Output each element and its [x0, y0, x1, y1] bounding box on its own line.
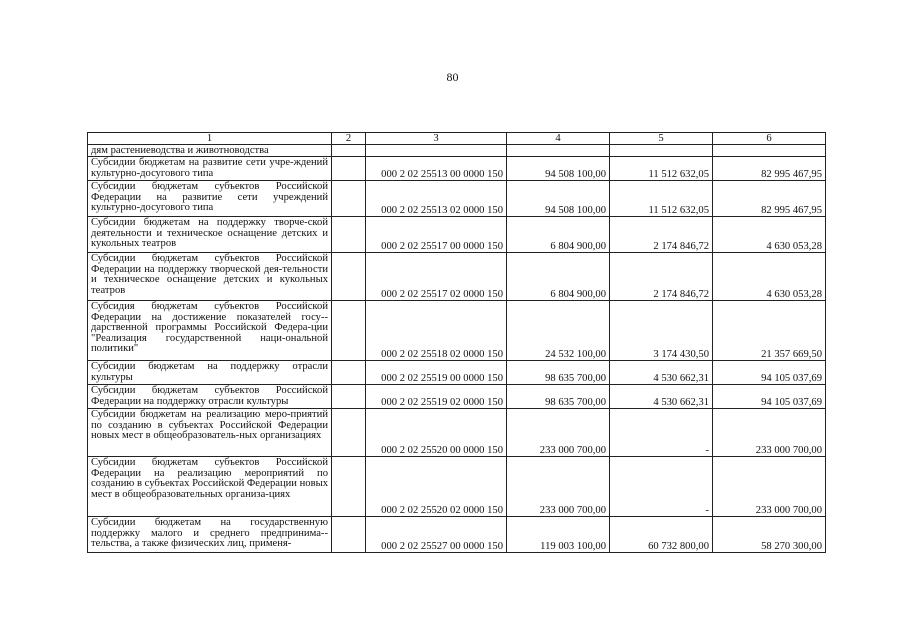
column-header-3: 3 — [366, 133, 507, 145]
revenue-name-cell: Субсидии бюджетам субъектов Российской Федерации на поддержку творческой дея-тельности и техническое оснащение детских и кукольных театров — [88, 253, 332, 301]
table-row — [88, 217, 826, 253]
budget-code-cell: 000 2 02 25519 02 0000 150 — [366, 385, 507, 409]
executed-amount-cell: 60 732 800,00 — [610, 517, 713, 553]
planned-amount-cell: 6 804 900,00 — [507, 217, 610, 253]
budget-code-cell: 000 2 02 25513 00 0000 150 — [366, 157, 507, 181]
revenue-name-cell: Субсидии бюджетам субъектов Российской Федерации на поддержку отрасли культуры — [88, 385, 332, 409]
table-row — [88, 157, 826, 181]
column-2-cell — [332, 409, 366, 457]
planned-amount-cell: 6 804 900,00 — [507, 253, 610, 301]
planned-amount-cell: 233 000 700,00 — [507, 457, 610, 517]
column-2-cell — [332, 301, 366, 361]
remaining-amount-cell: 82 995 467,95 — [713, 181, 826, 217]
remaining-amount-cell: 233 000 700,00 — [713, 457, 826, 517]
revenue-name-cell: дям растениеводства и животноводства — [88, 145, 332, 157]
budget-code-cell: 000 2 02 25517 02 0000 150 — [366, 253, 507, 301]
planned-amount-cell: 98 635 700,00 — [507, 361, 610, 385]
budget-code-cell: 000 2 02 25518 02 0000 150 — [366, 301, 507, 361]
remaining-amount-cell: 4 630 053,28 — [713, 253, 826, 301]
planned-amount-cell — [507, 145, 610, 157]
table-row — [88, 409, 826, 457]
revenue-name-cell: Субсидии бюджетам на государственную поддержку малого и среднего предпринима-тельства, а также физических лиц, применя- — [88, 517, 332, 553]
executed-amount-cell: - — [610, 457, 713, 517]
budget-code-cell: 000 2 02 25520 02 0000 150 — [366, 457, 507, 517]
table-row — [88, 457, 826, 517]
budget-code-cell: 000 2 02 25520 00 0000 150 — [366, 409, 507, 457]
table-body — [88, 145, 826, 553]
table-row — [88, 301, 826, 361]
executed-amount-cell: 3 174 430,50 — [610, 301, 713, 361]
table-row — [88, 253, 826, 301]
table-row — [88, 361, 826, 385]
table-row — [88, 145, 826, 157]
executed-amount-cell: 2 174 846,72 — [610, 253, 713, 301]
column-2-cell — [332, 217, 366, 253]
column-header-2: 2 — [332, 133, 366, 145]
planned-amount-cell: 94 508 100,00 — [507, 157, 610, 181]
budget-code-cell: 000 2 02 25517 00 0000 150 — [366, 217, 507, 253]
page-number: 80 — [446, 70, 459, 84]
table-row — [88, 385, 826, 409]
budget-code-cell: 000 2 02 25519 00 0000 150 — [366, 361, 507, 385]
revenue-name-cell: Субсидии бюджетам субъектов Российской Федерации на развитие сети учреждений культурно-досугового типа — [88, 181, 332, 217]
executed-amount-cell: 4 530 662,31 — [610, 385, 713, 409]
executed-amount-cell: 11 512 632,05 — [610, 157, 713, 181]
executed-amount-cell: - — [610, 409, 713, 457]
remaining-amount-cell: 82 995 467,95 — [713, 157, 826, 181]
table-row — [88, 181, 826, 217]
remaining-amount-cell: 94 105 037,69 — [713, 385, 826, 409]
column-2-cell — [332, 145, 366, 157]
table-row — [88, 517, 826, 553]
budget-code-cell: 000 2 02 25527 00 0000 150 — [366, 517, 507, 553]
executed-amount-cell: 2 174 846,72 — [610, 217, 713, 253]
remaining-amount-cell: 58 270 300,00 — [713, 517, 826, 553]
column-2-cell — [332, 385, 366, 409]
budget-table — [87, 132, 826, 553]
column-header-4: 4 — [507, 133, 610, 145]
revenue-name-cell: Субсидии бюджетам на реализацию меро-приятий по созданию в субъектах Российской Федерации новых мест в общеобразователь-ных организациях — [88, 409, 332, 457]
column-header-1: 1 — [88, 133, 332, 145]
revenue-name-cell: Субсидии бюджетам на поддержку отрасли культуры — [88, 361, 332, 385]
planned-amount-cell: 233 000 700,00 — [507, 409, 610, 457]
column-header-5: 5 — [610, 133, 713, 145]
remaining-amount-cell: 94 105 037,69 — [713, 361, 826, 385]
remaining-amount-cell: 4 630 053,28 — [713, 217, 826, 253]
planned-amount-cell: 24 532 100,00 — [507, 301, 610, 361]
planned-amount-cell: 119 003 100,00 — [507, 517, 610, 553]
remaining-amount-cell — [713, 145, 826, 157]
column-2-cell — [332, 361, 366, 385]
column-2-cell — [332, 457, 366, 517]
revenue-name-cell: Субсидии бюджетам на поддержку творче-ской деятельности и техническое оснащение детских и кукольных театров — [88, 217, 332, 253]
planned-amount-cell: 94 508 100,00 — [507, 181, 610, 217]
column-2-cell — [332, 517, 366, 553]
executed-amount-cell — [610, 145, 713, 157]
remaining-amount-cell: 21 357 669,50 — [713, 301, 826, 361]
revenue-name-cell: Субсидии бюджетам на развитие сети учре-ждений культурно-досугового типа — [88, 157, 332, 181]
revenue-name-cell: Субсидия бюджетам субъектов Российской Федерации на достижение показателей госу-дарственной программы Российской Федера-ции "Реализация государственной наци-ональной политики" — [88, 301, 332, 361]
planned-amount-cell: 98 635 700,00 — [507, 385, 610, 409]
budget-code-cell — [366, 145, 507, 157]
column-2-cell — [332, 181, 366, 217]
column-header-6: 6 — [713, 133, 826, 145]
budget-code-cell: 000 2 02 25513 02 0000 150 — [366, 181, 507, 217]
executed-amount-cell: 4 530 662,31 — [610, 361, 713, 385]
column-2-cell — [332, 157, 366, 181]
executed-amount-cell: 11 512 632,05 — [610, 181, 713, 217]
column-number-row — [88, 133, 826, 145]
column-2-cell — [332, 253, 366, 301]
revenue-name-cell: Субсидии бюджетам субъектов Российской Федерации на реализацию мероприятий по созданию в субъектах Российской Федерации новых мест в общеобразовательных организа-циях — [88, 457, 332, 517]
remaining-amount-cell: 233 000 700,00 — [713, 409, 826, 457]
